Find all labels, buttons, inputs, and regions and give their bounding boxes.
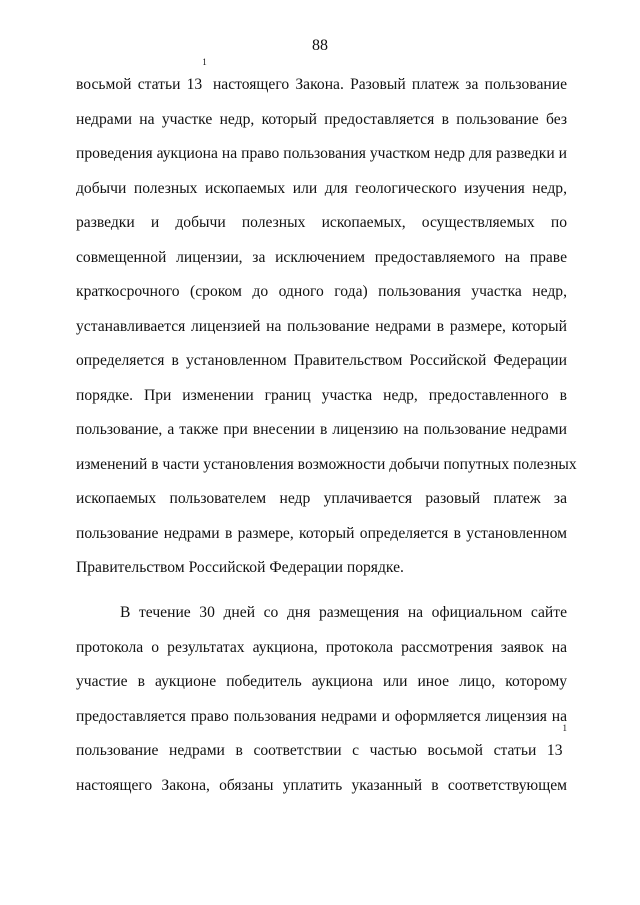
text-line: Правительством Российской Федерации порядке. xyxy=(76,559,404,576)
paragraph-1 xyxy=(76,57,577,586)
text-line: пользование недрами в размере, который определяется в установленном xyxy=(76,524,567,542)
page-number: 88 xyxy=(312,37,328,54)
text-line: пользование недрами в соответствии с частью восьмой статьи $13^1$ xyxy=(76,723,567,759)
text-line: восьмой статьи $13^1$ настоящего Закона. Разовый платеж за пользование xyxy=(76,57,567,93)
text-line: ископаемых пользователем недр уплачивается разовый платеж за xyxy=(76,490,567,507)
text-line: добычи полезных ископаемых или для геологического изучения недр, xyxy=(76,179,567,197)
text-line: краткосрочного (сроком до одного года) пользования участка недр, xyxy=(76,283,567,300)
text-line: протокола о результатах аукциона, протокола рассмотрения заявок на xyxy=(76,638,567,656)
text-line: недрами на участке недр, который предоставляется в пользование без xyxy=(76,110,567,128)
text-line: участие в аукционе победитель аукциона или иное лицо, которому xyxy=(76,673,567,690)
text-line: порядке. При изменении границ участка недр, предоставленного в xyxy=(76,386,567,404)
superscript: 1 xyxy=(562,723,567,733)
text-line: определяется в установленном Правительством Российской Федерации xyxy=(76,352,567,369)
text-line: настоящего Закона, обязаны уплатить указанный в соответствующем xyxy=(76,776,567,794)
superscript: 1 xyxy=(202,57,207,67)
text-line: предоставляется право пользования недрами и оформляется лицензия на xyxy=(76,707,567,725)
text-line: разведки и добычи полезных ископаемых, осуществляемых по xyxy=(76,214,567,231)
text-line: В течение 30 дней со дня размещения на официальном сайте xyxy=(120,604,567,621)
text-line: пользование, а также при внесении в лицензию на пользование недрами xyxy=(76,421,567,438)
text-line: устанавливается лицензией на пользование недрами в размере, который xyxy=(76,317,567,335)
text-line: проведения аукциона на право пользования участком недр для разведки и xyxy=(76,145,567,162)
paragraph-2 xyxy=(76,596,567,803)
text-line: изменений в части установления возможности добычи попутных полезных xyxy=(76,455,577,473)
text-line: совмещенной лицензии, за исключением предоставляемого на праве xyxy=(76,248,567,266)
